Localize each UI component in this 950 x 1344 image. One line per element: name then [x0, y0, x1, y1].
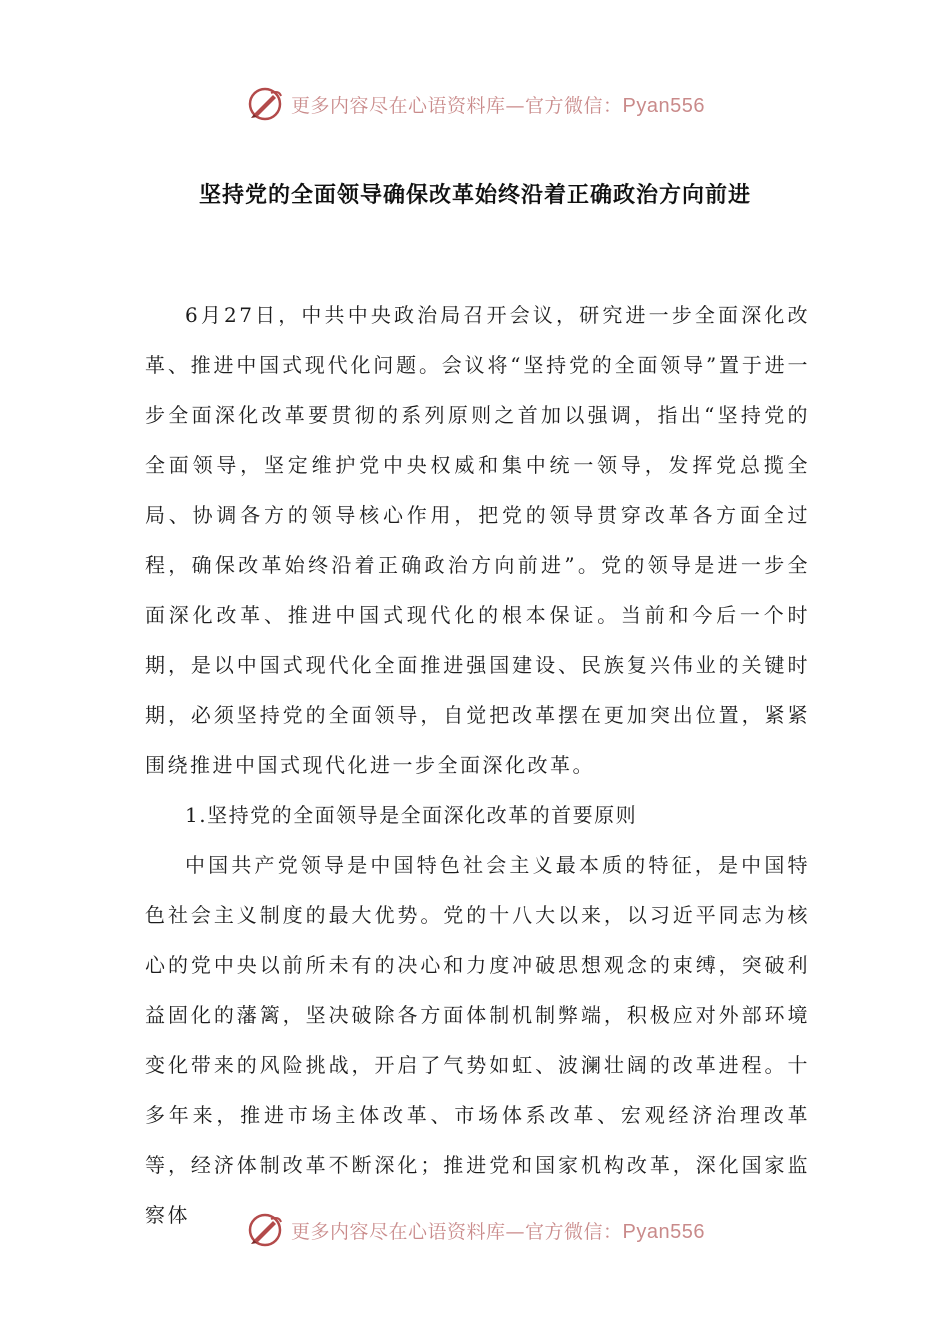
document-body — [145, 290, 810, 1240]
pen-logo-icon — [245, 84, 285, 124]
paragraph: 中国共产党领导是中国特色社会主义最本质的特征，是中国特色社会主义制度的最大优势。党的十八大以来，以习近平同志为核心的党中央以前所未有的决心和力度冲破思想观念的束缚，突破利益固化的藩篱，坚决破除各方面体制机制弊端，积极应对外部环境变化带来的风险挑战，开启了气势如虹、波澜壮阔的改革进程。十多年来，推进市场主体改革、市场体系改革、宏观经济治理改革等，经济体制改革不断深化；推进党和国家机构改革，深化国家监察体 — [145, 853, 810, 1227]
paragraph: 6月27日，中共中央政治局召开会议，研究进一步全面深化改革、推进中国式现代化问题。会议将“坚持党的全面领导”置于进一步全面深化改革要贯彻的系列原则之首加以强调，指出“坚持党的全面领导，坚定维护党中央权威和集中统一领导，发挥党总揽全局、协调各方的领导核心作用，把党的领导贯穿改革各方面全过程，确保改革始终沿着正确政治方向前进”。党的领导是进一步全面深化改革、推进中国式现代化的根本保证。当前和今后一个时期，是以中国式现代化全面推进强国建设、民族复兴伟业的关键时期，必须坚持党的全面领导，自觉把改革摆在更加突出位置，紧紧围绕推进中国式现代化进一步全面深化改革。 — [145, 303, 810, 777]
wechat-id: Pyan556 — [622, 1220, 705, 1243]
pen-logo-icon — [245, 1210, 285, 1250]
wechat-id: Pyan556 — [622, 94, 705, 117]
watermark-text: 更多内容尽在心语资料库—官方微信：Pyan556 — [291, 1220, 705, 1243]
footer-watermark — [0, 1208, 950, 1252]
watermark-text: 更多内容尽在心语资料库—官方微信：Pyan556 — [291, 94, 705, 117]
header-watermark — [0, 82, 950, 126]
document-title: 坚持党的全面领导确保改革始终沿着正确政治方向前进 — [198, 183, 751, 208]
section-heading: 1.坚持党的全面领导是全面深化改革的首要原则 — [185, 803, 638, 827]
